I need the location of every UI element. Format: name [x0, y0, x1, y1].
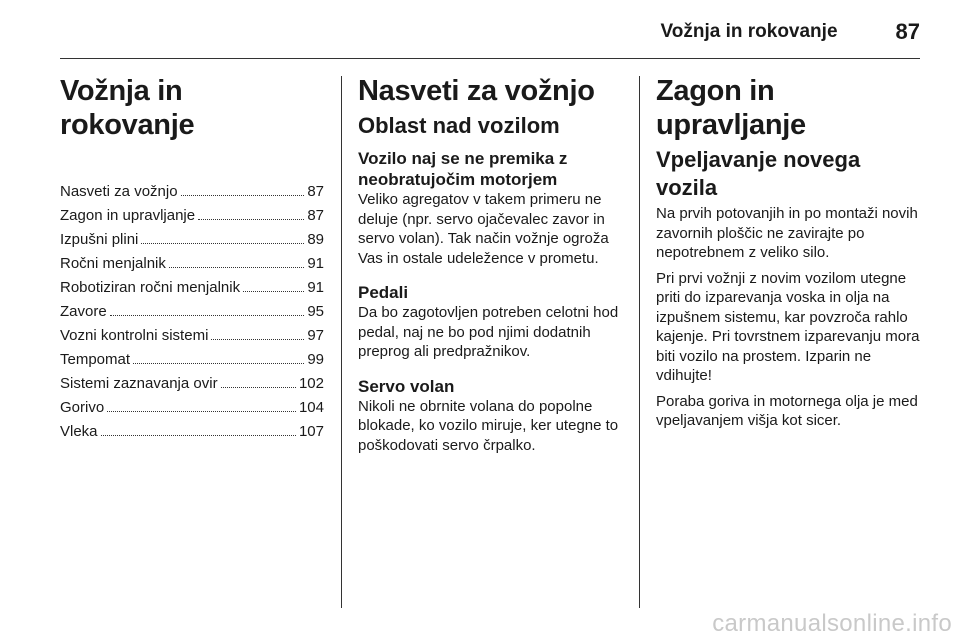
- toc-item[interactable]: [60, 180, 324, 204]
- toc-label: Vozni kontrolni sistemi: [60, 327, 209, 344]
- page-number: 87: [895, 19, 920, 44]
- toc-page: 95: [307, 303, 324, 320]
- paragraph-power-steering: Nikoli ne obrnite volana do popolne blokade, ko vozilo miruje, ker utegne to poškodovati servo črpalko.: [358, 397, 619, 454]
- toc-page: 91: [307, 255, 324, 272]
- toc-leader: [169, 252, 304, 268]
- toc-page: 97: [307, 327, 324, 344]
- subheading-pedals: Pedali: [358, 283, 409, 302]
- toc-leader: [221, 372, 296, 388]
- toc-page: 104: [298, 399, 324, 416]
- column-starting-operating: [656, 74, 922, 431]
- subheading-engine-off: Vozilo naj se ne premika z neobratujočim motorjem: [358, 149, 568, 189]
- paragraph-pedals: Da bo zagotovljen potreben celotni hod pedal, naj ne bo pod njimi dodatnih preprog ali predpražnikov.: [358, 304, 619, 360]
- header-title: Vožnja in rokovanje: [660, 21, 838, 42]
- toc-item[interactable]: [60, 324, 324, 348]
- toc-page: 99: [307, 351, 324, 368]
- toc-leader: [110, 300, 305, 316]
- watermark: carmanualsonline.info: [712, 610, 952, 637]
- toc-item[interactable]: [60, 252, 324, 276]
- column-driving-tips: [358, 74, 624, 455]
- toc-page: 107: [298, 423, 324, 440]
- section-title: Nasveti za vožnjo: [358, 75, 595, 107]
- section-title: Zagon in upravljanje: [656, 75, 806, 141]
- toc-item[interactable]: [60, 348, 324, 372]
- toc-leader: [133, 348, 304, 364]
- toc-item[interactable]: [60, 396, 324, 420]
- toc-label: Zagon in upravljanje: [60, 207, 196, 224]
- header-rule: [60, 58, 920, 59]
- toc-item[interactable]: [60, 204, 324, 228]
- running-header: [660, 14, 920, 50]
- toc-label: Sistemi zaznavanja ovir: [60, 375, 218, 392]
- toc-leader: [141, 228, 304, 244]
- paragraph-engine-off: Veliko agregatov v takem primeru ne deluje (npr. servo ojačevalec zavor in servo volan). Tak način vožnje ogroža Vas in ostale udeležence v prometu.: [358, 191, 609, 267]
- toc-label: Zavore: [60, 303, 107, 320]
- column-divider-2: [639, 76, 640, 608]
- column-toc: [60, 74, 324, 444]
- toc-label: Vleka: [60, 423, 98, 440]
- toc-label: Izpušni plini: [60, 231, 139, 248]
- toc-page: 102: [298, 375, 324, 392]
- toc-leader: [181, 180, 305, 196]
- toc-page: 87: [307, 207, 324, 224]
- toc-item[interactable]: [60, 420, 324, 444]
- paragraph-smoke: Pri prvi vožnji z novim vozilom utegne priti do izparevanja voska in olja na izpušnem sistemu, kar povzroča rahlo kajenje. Pri tovrstnem izparevanju mora biti vozilo na prostem. Izparin ne vdihujte!: [656, 269, 920, 384]
- toc-leader: [243, 276, 304, 292]
- section-subtitle: Vpeljavanje novega vozila: [656, 147, 861, 200]
- toc-label: Nasveti za vožnjo: [60, 183, 178, 200]
- section-subtitle: Oblast nad vozilom: [358, 113, 560, 138]
- subheading-power-steering: Servo volan: [358, 376, 455, 396]
- toc-leader: [107, 396, 296, 412]
- chapter-title: Vožnja in rokovanje: [60, 75, 195, 141]
- table-of-contents: [60, 180, 324, 444]
- toc-label: Ročni menjalnik: [60, 255, 166, 272]
- toc-leader: [211, 324, 304, 340]
- column-divider-1: [341, 76, 342, 608]
- paragraph-brakes: Na prvih potovanjih in po montaži novih zavornih ploščic ne zavirajte po nepotrebnem z veliko silo.: [656, 205, 918, 261]
- toc-item[interactable]: [60, 276, 324, 300]
- toc-page: 87: [307, 183, 324, 200]
- toc-label: Gorivo: [60, 399, 105, 416]
- toc-item[interactable]: [60, 372, 324, 396]
- toc-item[interactable]: [60, 228, 324, 252]
- toc-page: 89: [307, 231, 324, 248]
- paragraph-consumption: Poraba goriva in motornega olja je med vpeljavanjem višja kot sicer.: [656, 392, 918, 429]
- toc-label: Robotiziran ročni menjalnik: [60, 279, 241, 296]
- toc-leader: [198, 204, 304, 220]
- toc-leader: [101, 420, 296, 436]
- toc-item[interactable]: [60, 300, 324, 324]
- toc-label: Tempomat: [60, 351, 131, 368]
- toc-page: 91: [307, 279, 324, 296]
